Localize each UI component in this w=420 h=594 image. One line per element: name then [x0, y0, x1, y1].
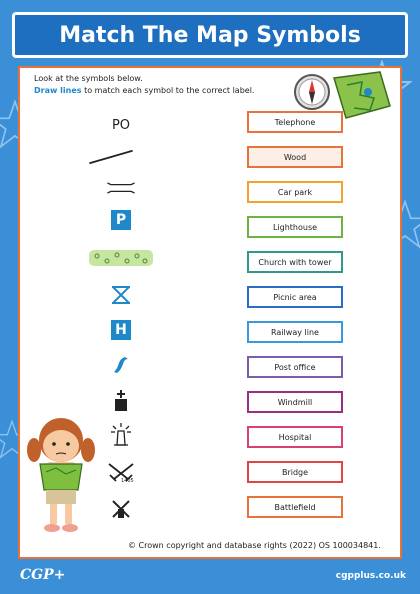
hospital-letter: H — [115, 322, 127, 338]
symbol-car-park — [104, 207, 138, 233]
label-text: Railway line — [271, 327, 319, 337]
bridge-icon — [104, 178, 138, 198]
instruction-emphasis: Draw lines — [34, 86, 82, 95]
label-bridge[interactable] — [247, 461, 343, 483]
battlefield-year: 1405 — [121, 478, 134, 484]
label-text: Battlefield — [274, 502, 316, 512]
symbol-battlefield — [104, 457, 138, 487]
label-railway-line[interactable] — [247, 321, 343, 343]
label-text: Bridge — [281, 467, 309, 477]
page-title: Match The Map Symbols — [59, 22, 361, 48]
church-with-tower-icon — [111, 389, 131, 413]
label-text: Windmill — [277, 397, 313, 407]
label-text: Car park — [277, 187, 313, 197]
symbol-telephone — [104, 352, 138, 378]
label-text: Lighthouse — [272, 222, 318, 232]
picnic-table-icon — [110, 284, 132, 306]
telephone-icon — [111, 355, 131, 375]
label-text: Picnic area — [273, 292, 317, 302]
symbol-windmill — [104, 496, 138, 522]
label-car-park[interactable] — [247, 181, 343, 203]
label-wood[interactable] — [247, 146, 343, 168]
symbol-post-office — [104, 112, 138, 138]
railway-line-icon — [84, 147, 138, 167]
symbol-wood — [86, 245, 156, 271]
lighthouse-icon — [109, 422, 133, 448]
symbol-bridge — [104, 175, 138, 201]
label-text: Post office — [274, 362, 316, 372]
label-text: Telephone — [274, 117, 316, 127]
cgp-logo: CGP+ — [20, 567, 66, 583]
car-park-letter: P — [115, 212, 127, 228]
instruction-rest: to match each symbol to the correct label. — [81, 86, 255, 95]
windmill-icon — [110, 498, 132, 520]
label-windmill[interactable] — [247, 391, 343, 413]
instruction-line-2 — [34, 86, 254, 95]
girl-reading-map-illustration — [26, 410, 96, 538]
symbol-lighthouse — [104, 422, 138, 448]
copyright-notice: © Crown copyright and database rights (2022) OS 100034841. — [128, 541, 381, 550]
title-bar — [12, 12, 408, 58]
label-text: Hospital — [278, 432, 312, 442]
symbol-picnic-area — [104, 282, 138, 308]
car-park-icon — [111, 210, 131, 230]
wood-icon — [87, 247, 155, 269]
post-office-po-text: PO — [111, 117, 131, 133]
symbol-hospital — [104, 317, 138, 343]
instruction-line-1: Look at the symbols below. — [34, 74, 143, 83]
footer-website[interactable]: cgpplus.co.uk — [335, 571, 406, 581]
hospital-icon — [111, 320, 131, 340]
label-telephone[interactable] — [247, 111, 343, 133]
label-church-with-tower[interactable] — [247, 251, 343, 273]
label-hospital[interactable] — [247, 426, 343, 448]
label-post-office[interactable] — [247, 356, 343, 378]
symbol-railway-line — [104, 144, 138, 170]
label-picnic-area[interactable] — [247, 286, 343, 308]
label-lighthouse[interactable] — [247, 216, 343, 238]
label-battlefield[interactable] — [247, 496, 343, 518]
label-text: Church with tower — [258, 257, 332, 267]
label-text: Wood — [283, 152, 307, 162]
symbol-church-with-tower — [104, 388, 138, 414]
